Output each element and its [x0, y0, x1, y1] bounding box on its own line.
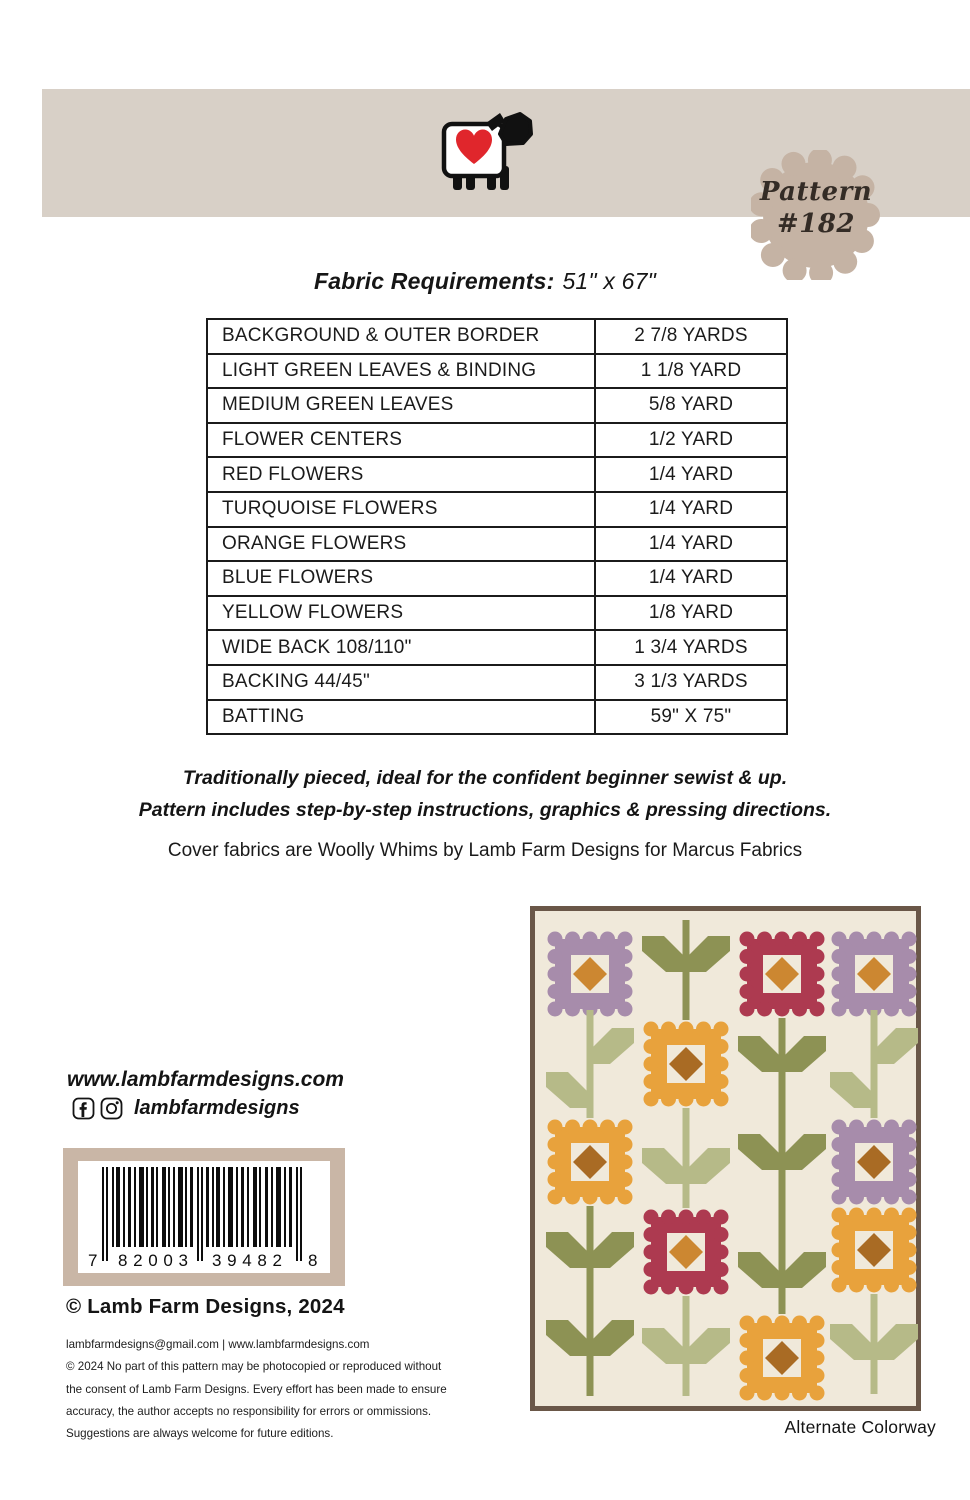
table-row — [207, 492, 787, 527]
table-row — [207, 388, 787, 423]
sheep-head — [500, 114, 531, 144]
fabric-item: BATTING — [207, 700, 595, 735]
website-url: www.lambfarmdesigns.com — [67, 1068, 344, 1091]
barcode-inner — [78, 1161, 330, 1273]
sheep-heart-logo-icon — [440, 108, 536, 200]
fine-print-line: Suggestions are always welcome for future editions. — [66, 1427, 334, 1441]
barcode-digit-end: 8 — [308, 1251, 318, 1270]
fabric-amount: 1/4 YARD — [595, 561, 787, 596]
fine-print-line: lambfarmdesigns@gmail.com | www.lambfarmdesigns.com — [66, 1338, 370, 1351]
fabric-amount: 59" X 75" — [595, 700, 787, 735]
social-row — [72, 1097, 300, 1120]
table-row — [207, 561, 787, 596]
table-row — [207, 596, 787, 631]
description-line1: Traditionally pieced, ideal for the confident beginner sewist & up. — [182, 767, 788, 789]
fabric-item: BACKING 44/45" — [207, 665, 595, 700]
title-label: Fabric Requirements: — [313, 268, 555, 294]
fabric-item: TURQUOISE FLOWERS — [207, 492, 595, 527]
quilt-caption: Alternate Colorway — [784, 1417, 936, 1437]
badge-line2: #182 — [776, 209, 856, 239]
title-dimensions: 51" x 67" — [562, 268, 657, 294]
fine-print — [66, 1334, 506, 1445]
fabric-amount: 1/4 YARD — [595, 527, 787, 562]
fabric-item: BLUE FLOWERS — [207, 561, 595, 596]
facebook-icon — [72, 1097, 95, 1120]
fabric-requirements-title — [90, 268, 880, 295]
fabric-amount: 1 3/4 YARDS — [595, 630, 787, 665]
fabric-amount: 1/4 YARD — [595, 457, 787, 492]
table-row — [207, 423, 787, 458]
table-row — [207, 700, 787, 735]
fine-print-line: the consent of Lamb Farm Designs. Every effort has been made to ensure — [66, 1382, 447, 1396]
fine-print-line: © 2024 No part of this pattern may be photocopied or reproduced without — [66, 1360, 442, 1374]
cover-fabrics-note: Cover fabrics are Woolly Whims by Lamb Farm Designs for Marcus Fabrics — [167, 840, 803, 861]
fabric-item: LIGHT GREEN LEAVES & BINDING — [207, 354, 595, 389]
copyright-line: © Lamb Farm Designs, 2024 — [66, 1295, 345, 1318]
description-line2: Pattern includes step-by-step instructions, graphics & pressing directions. — [138, 799, 832, 821]
barcode-group2: 39482 — [212, 1251, 282, 1270]
barcode-bars — [88, 1167, 320, 1279]
fabric-amount: 3 1/3 YARDS — [595, 665, 787, 700]
quilt-column — [830, 932, 918, 1395]
badge-line1: Pattern — [759, 177, 873, 207]
fabric-item: ORANGE FLOWERS — [207, 527, 595, 562]
barcode-group1: 82003 — [118, 1251, 188, 1270]
fabric-amount: 5/8 YARD — [595, 388, 787, 423]
fabric-item: WIDE BACK 108/110" — [207, 630, 595, 665]
fabric-item: FLOWER CENTERS — [207, 423, 595, 458]
pattern-number — [751, 176, 881, 240]
barcode-digit-lead: 7 — [88, 1251, 98, 1270]
fabric-item: MEDIUM GREEN LEAVES — [207, 388, 595, 423]
instagram-icon — [100, 1097, 123, 1120]
description-emphasis — [40, 762, 930, 826]
fabric-item: YELLOW FLOWERS — [207, 596, 595, 631]
table-row — [207, 319, 787, 354]
table-row — [207, 354, 787, 389]
table-row — [207, 457, 787, 492]
fabric-amount: 1/2 YARD — [595, 423, 787, 458]
fabric-item: BACKGROUND & OUTER BORDER — [207, 319, 595, 354]
fabric-item: RED FLOWERS — [207, 457, 595, 492]
barcode — [63, 1148, 345, 1286]
social-handle: lambfarmdesigns — [134, 1097, 300, 1119]
fabric-amount: 1 1/8 YARD — [595, 354, 787, 389]
table-row — [207, 630, 787, 665]
fabric-amount: 1/8 YARD — [595, 596, 787, 631]
quilt-image — [530, 906, 921, 1411]
quilt-column — [546, 932, 634, 1397]
table-row — [207, 665, 787, 700]
table-row — [207, 527, 787, 562]
fabric-amount: 1/4 YARD — [595, 492, 787, 527]
fabric-amount: 2 7/8 YARDS — [595, 319, 787, 354]
fabric-requirements-table — [206, 318, 788, 735]
fine-print-line: accuracy, the author accepts no responsibility for errors or ommissions. — [66, 1404, 432, 1418]
